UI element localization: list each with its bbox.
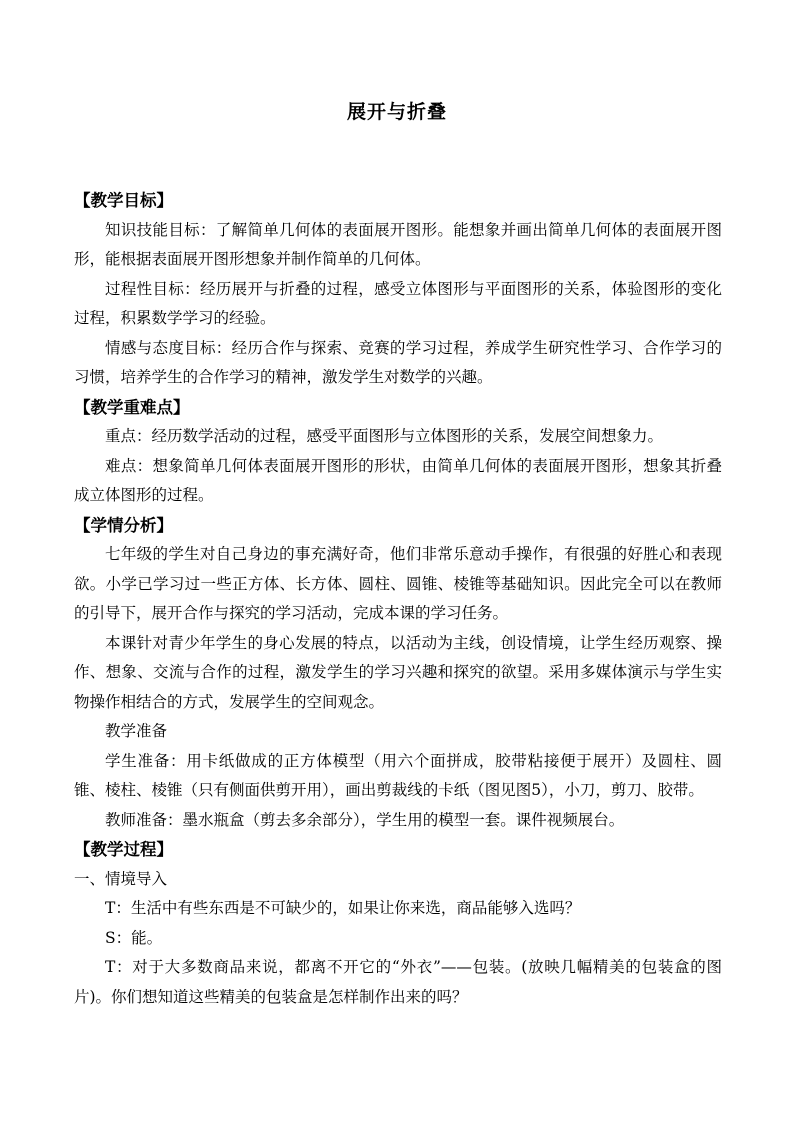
paragraph: 七年级的学生对自己身边的事充满好奇，他们非常乐意动手操作，有很强的好胜心和表现欲。小学已学习过一些正方体、长方体、圆柱、圆锥、棱锥等基础知识。因此完全可以在教师的引导下，展开合作与探究的学习活动，完成本课的学习任务。 <box>74 545 722 622</box>
section-heading: 【学情分析】 <box>74 515 173 535</box>
paragraph: 知识技能目标：了解简单几何体的表面展开图形。能想象并画出简单几何体的表面展开图形，能根据表面展开图形想象并制作简单的几何体。 <box>74 220 722 268</box>
document-body <box>74 186 722 1012</box>
paragraph: 教师准备：墨水瓶盒（剪去多余部分），学生用的模型一套。课件视频展台。 <box>105 810 625 829</box>
section-teaching-process <box>74 835 722 1012</box>
document-title: 展开与折叠 <box>346 101 447 123</box>
paragraph: 难点：想象简单几何体表面展开图形的形状，由简单几何体的表面展开图形，想象其折叠成立体图形的过程。 <box>74 456 722 504</box>
section-key-points <box>74 393 722 511</box>
paragraph: 教学准备 <box>105 722 168 740</box>
paragraph: 学生准备：用卡纸做成的正方体模型（用六个面拼成，胶带粘接便于展开）及圆柱、圆锥、棱柱、棱锥（只有侧面供剪开用），画出剪裁线的卡纸（图见图5），小刀，剪刀、胶带。 <box>74 751 722 799</box>
paragraph: 本课针对青少年学生的身心发展的特点，以活动为主线，创设情境，让学生经历观察、操作、想象、交流与合作的过程，激发学生的学习兴趣和探究的欲望。采用多媒体演示与学生实物操作相结合的方式，发展学生的空间观念。 <box>74 633 722 711</box>
paragraph: 重点：经历数学活动的过程，感受平面图形与立体图形的关系，发展空间想象力。 <box>105 427 664 445</box>
paragraph: 情感与态度目标：经历合作与探索、竞赛的学习过程，养成学生研究性学习、合作学习的习惯，培养学生的合作学习的精神，激发学生对数学的兴趣。 <box>74 338 722 386</box>
section-teaching-goals <box>74 186 722 393</box>
paragraph: T：对于大多数商品来说，都离不开它的“外衣”——包装。(放映几幅精美的包装盒的图片)。你们想知道这些精美的包装盒是怎样制作出来的吗？ <box>74 958 722 1006</box>
paragraph: S：能。 <box>105 928 163 947</box>
section-student-analysis <box>74 511 722 836</box>
section-heading: 【教学重难点】 <box>74 397 190 417</box>
paragraph: 过程性目标：经历展开与折叠的过程，感受立体图形与平面图形的关系，体验图形的变化过程，积累数学学习的经验。 <box>74 279 722 327</box>
section-heading: 【教学过程】 <box>74 840 173 859</box>
subsection-heading: 一、情境导入 <box>74 869 168 888</box>
section-heading: 【教学目标】 <box>74 191 173 210</box>
paragraph: T：生活中有些东西是不可缺少的，如果让你来选，商品能够入选吗？ <box>105 899 581 917</box>
